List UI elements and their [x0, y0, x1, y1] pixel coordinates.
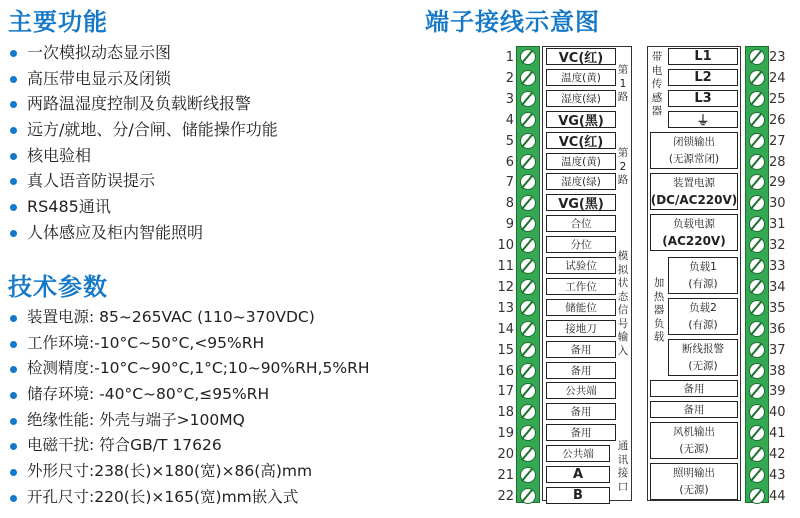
channel-1-label: 第1路: [617, 64, 629, 103]
terminal-number: 20: [497, 447, 514, 463]
terminal-screw-icon: [749, 70, 765, 86]
load1-sub: (有源): [688, 277, 718, 290]
left-terminal-cell: 公共端: [546, 382, 616, 399]
terminal-screw-icon: [520, 91, 536, 107]
terminal-number: 31: [769, 217, 786, 233]
list-item: 开孔尺寸:220(长)×165(宽)mm嵌入式: [10, 485, 370, 511]
terminal-screw-icon: [749, 321, 765, 337]
terminal-screw-icon: [520, 321, 536, 337]
left-terminal-cell: 工作位: [546, 278, 616, 295]
fan-output-sub: (无源): [679, 442, 709, 455]
comm-interface-label: 通讯接口: [617, 440, 629, 493]
terminal-number: 39: [769, 384, 786, 400]
features-title: 主要功能: [8, 8, 108, 36]
terminal-screw-icon: [520, 383, 536, 399]
terminal-screw-icon: [749, 404, 765, 420]
terminal-number: 34: [769, 279, 786, 295]
terminal-screw-icon: [520, 195, 536, 211]
list-item: 储存环境: -40°C~80°C,≤95%RH: [10, 382, 370, 408]
left-terminal-cell: 接地刀: [546, 320, 616, 337]
terminal-screw-icon: [520, 258, 536, 274]
terminal-screw-icon: [749, 488, 765, 504]
terminal-screw-icon: [520, 154, 536, 170]
terminal-screw-icon: [749, 425, 765, 441]
terminal-number: 43: [769, 468, 786, 483]
terminal-screw-icon: [520, 216, 536, 232]
left-terminal-cell: 备用: [546, 403, 616, 420]
terminal-screw-icon: [749, 154, 765, 170]
load2-label: 负载2: [689, 301, 717, 314]
terminal-screw-icon: [520, 404, 536, 420]
terminal-screw-icon: [749, 258, 765, 274]
terminal-number: 19: [497, 426, 514, 442]
left-terminal-cell: 温度(黄): [546, 69, 616, 86]
terminal-screw-icon: [520, 425, 536, 441]
terminal-number: 32: [769, 238, 786, 254]
terminal-number: 41: [769, 426, 786, 442]
terminal-screw-icon: [520, 70, 536, 86]
left-terminal-cell: 储能位: [546, 299, 616, 316]
terminal-screw-icon: [749, 112, 765, 128]
terminal-number: 37: [769, 342, 786, 358]
terminal-screw-icon: [749, 446, 765, 462]
channel-2-label: 第2路: [617, 147, 629, 186]
terminal-screw-icon: [749, 383, 765, 399]
terminal-screw-icon: [749, 91, 765, 107]
terminal-number: 5: [505, 133, 514, 149]
terminal-number: 24: [769, 70, 786, 86]
terminal-screw-icon: [520, 112, 536, 128]
terminal-diagram: [480, 44, 800, 510]
terminal-number: 29: [769, 175, 786, 191]
fan-output-cell: [650, 422, 738, 459]
terminal-screw-icon: [520, 446, 536, 462]
left-terminal-cell: 合位: [546, 215, 616, 232]
terminal-screw-icon: [749, 133, 765, 149]
ground-icon: ⏚: [668, 111, 738, 128]
light-output-cell: [650, 463, 738, 500]
terminal-screw-icon: [749, 174, 765, 190]
list-item: 远方/就地、分/合闸、储能操作功能: [10, 117, 278, 143]
left-terminal-cell: 温度(黄): [546, 153, 616, 170]
terminal-screw-icon: [520, 300, 536, 316]
terminal-screw-icon: [749, 49, 765, 65]
terminal-screw-icon: [520, 174, 536, 190]
terminal-number: 22: [497, 488, 514, 504]
terminal-number: 6: [505, 154, 514, 170]
terminal-screw-icon: [749, 467, 765, 483]
list-item: 工作环境:-10°C~50°C,<95%RH: [10, 331, 370, 357]
device-power-cell: [650, 173, 738, 210]
break-alarm-cell: [668, 339, 738, 376]
terminal-number: 23: [769, 50, 786, 65]
list-item: 真人语音防误提示: [10, 168, 278, 194]
left-terminal-cell: 分位: [546, 236, 616, 253]
load1-label: 负载1: [689, 260, 717, 273]
terminal-number: 2: [505, 70, 514, 86]
terminal-number: 44: [769, 488, 786, 504]
terminal-number: 10: [497, 238, 514, 254]
terminal-number: 11: [497, 259, 514, 274]
load2-cell: [668, 298, 738, 335]
terminal-number: 17: [497, 384, 514, 400]
terminal-number: 7: [505, 175, 514, 191]
load-power-sub: (AC220V): [662, 233, 726, 248]
terminal-screw-icon: [520, 237, 536, 253]
terminal-screw-icon: [520, 279, 536, 295]
l1-cell: L1: [668, 48, 738, 65]
left-terminal-cell: 备用: [546, 424, 616, 441]
terminal-number: 38: [769, 363, 786, 379]
light-output-label: 照明输出: [673, 466, 715, 479]
right-terminal-strip: [745, 46, 769, 503]
terminal-number: 3: [505, 91, 514, 107]
terminal-screw-icon: [749, 216, 765, 232]
terminal-screw-icon: [520, 49, 536, 65]
terminal-screw-icon: [749, 237, 765, 253]
list-item: 核电验相: [10, 143, 278, 169]
left-terminal-cell: VG(黑): [546, 194, 616, 211]
device-power-sub: (DC/AC220V): [650, 192, 738, 207]
list-item: 两路温湿度控制及负载断线报警: [10, 91, 278, 117]
terminal-screw-icon: [520, 467, 536, 483]
terminal-number: 4: [505, 112, 514, 128]
list-item: 人体感应及柜内智能照明: [10, 220, 278, 246]
left-terminal-cell: 公共端: [546, 445, 610, 462]
list-item: 装置电源: 85~265VAC (110~370VDC): [10, 305, 370, 331]
terminal-number: 28: [769, 154, 786, 170]
break-alarm-label: 断线报警: [682, 342, 724, 355]
left-terminal-cell: VC(红): [546, 48, 616, 65]
left-terminal-cell: A: [546, 466, 610, 483]
terminal-screw-icon: [520, 342, 536, 358]
terminal-number: 1: [505, 50, 514, 65]
specs-list: [10, 305, 370, 511]
fan-output-label: 风机输出: [673, 425, 715, 438]
terminal-screw-icon: [520, 133, 536, 149]
l3-cell: L3: [668, 90, 738, 107]
left-terminal-cell: 备用: [546, 341, 616, 358]
list-item: 外形尺寸:238(长)×180(宽)×86(高)mm: [10, 459, 370, 485]
features-list: [10, 40, 278, 246]
break-alarm-sub: (无源): [688, 359, 718, 372]
left-terminal-cell: 试验位: [546, 257, 616, 274]
list-item: 检测精度:-10°C~90°C,1°C;10~90%RH,5%RH: [10, 356, 370, 382]
terminal-number: 42: [769, 447, 786, 463]
load2-sub: (有源): [688, 318, 718, 331]
sensor-group-label: 带电传感器: [651, 51, 663, 117]
list-item: 一次模拟动态显示图: [10, 40, 278, 66]
terminal-number: 8: [505, 196, 514, 212]
terminal-screw-icon: [520, 488, 536, 504]
l2-cell: L2: [668, 69, 738, 86]
terminal-screw-icon: [749, 342, 765, 358]
terminal-number: 27: [769, 133, 786, 149]
terminal-number: 9: [505, 217, 514, 233]
left-terminal-strip: [516, 46, 540, 503]
left-terminal-cell: 湿度(绿): [546, 173, 616, 190]
terminal-number: 40: [769, 405, 786, 421]
list-item: 绝缘性能: 外壳与端子>100MQ: [10, 408, 370, 434]
heater-group-label: 加热器负载: [653, 277, 665, 343]
terminal-number: 16: [497, 363, 514, 379]
load1-cell: [668, 257, 738, 294]
left-terminal-cell: 备用: [546, 362, 616, 379]
terminal-screw-icon: [520, 363, 536, 379]
terminal-number: 14: [497, 321, 514, 337]
left-terminal-cell: VG(黑): [546, 111, 616, 128]
terminal-screw-icon: [749, 300, 765, 316]
terminal-number: 33: [769, 259, 786, 274]
terminal-screw-icon: [749, 279, 765, 295]
terminal-number: 30: [769, 196, 786, 212]
left-terminal-cell: VC(红): [546, 132, 616, 149]
list-item: 高压带电显示及闭锁: [10, 66, 278, 92]
diagram-title: 端子接线示意图: [425, 8, 600, 36]
signal-input-label: 模拟状态信号输入: [617, 250, 629, 357]
terminal-number: 21: [497, 468, 514, 483]
list-item: 电磁干扰: 符合GB/T 17626: [10, 433, 370, 459]
load-power-label: 负载电源: [673, 217, 715, 230]
spare-cell: 备用: [650, 380, 738, 397]
spare-cell: 备用: [650, 401, 738, 418]
lock-output-sub: (无源常闭): [668, 152, 720, 165]
device-power-label: 装置电源: [673, 176, 715, 189]
terminal-number: 36: [769, 321, 786, 337]
terminal-number: 26: [769, 112, 786, 128]
terminal-number: 35: [769, 300, 786, 316]
terminal-screw-icon: [749, 195, 765, 211]
terminal-number: 15: [497, 342, 514, 358]
list-item: RS485通讯: [10, 194, 278, 220]
load-power-cell: [650, 214, 738, 251]
terminal-number: 18: [497, 405, 514, 421]
lock-output-cell: [650, 132, 738, 169]
terminal-number: 12: [497, 279, 514, 295]
terminal-number: 13: [497, 300, 514, 316]
specs-title: 技术参数: [8, 273, 108, 301]
lock-output-label: 闭锁输出: [673, 135, 715, 148]
terminal-screw-icon: [749, 363, 765, 379]
terminal-number: 25: [769, 91, 786, 107]
light-output-sub: (无源): [679, 483, 709, 496]
left-terminal-cell: 湿度(绿): [546, 90, 616, 107]
left-terminal-cell: B: [546, 487, 610, 504]
